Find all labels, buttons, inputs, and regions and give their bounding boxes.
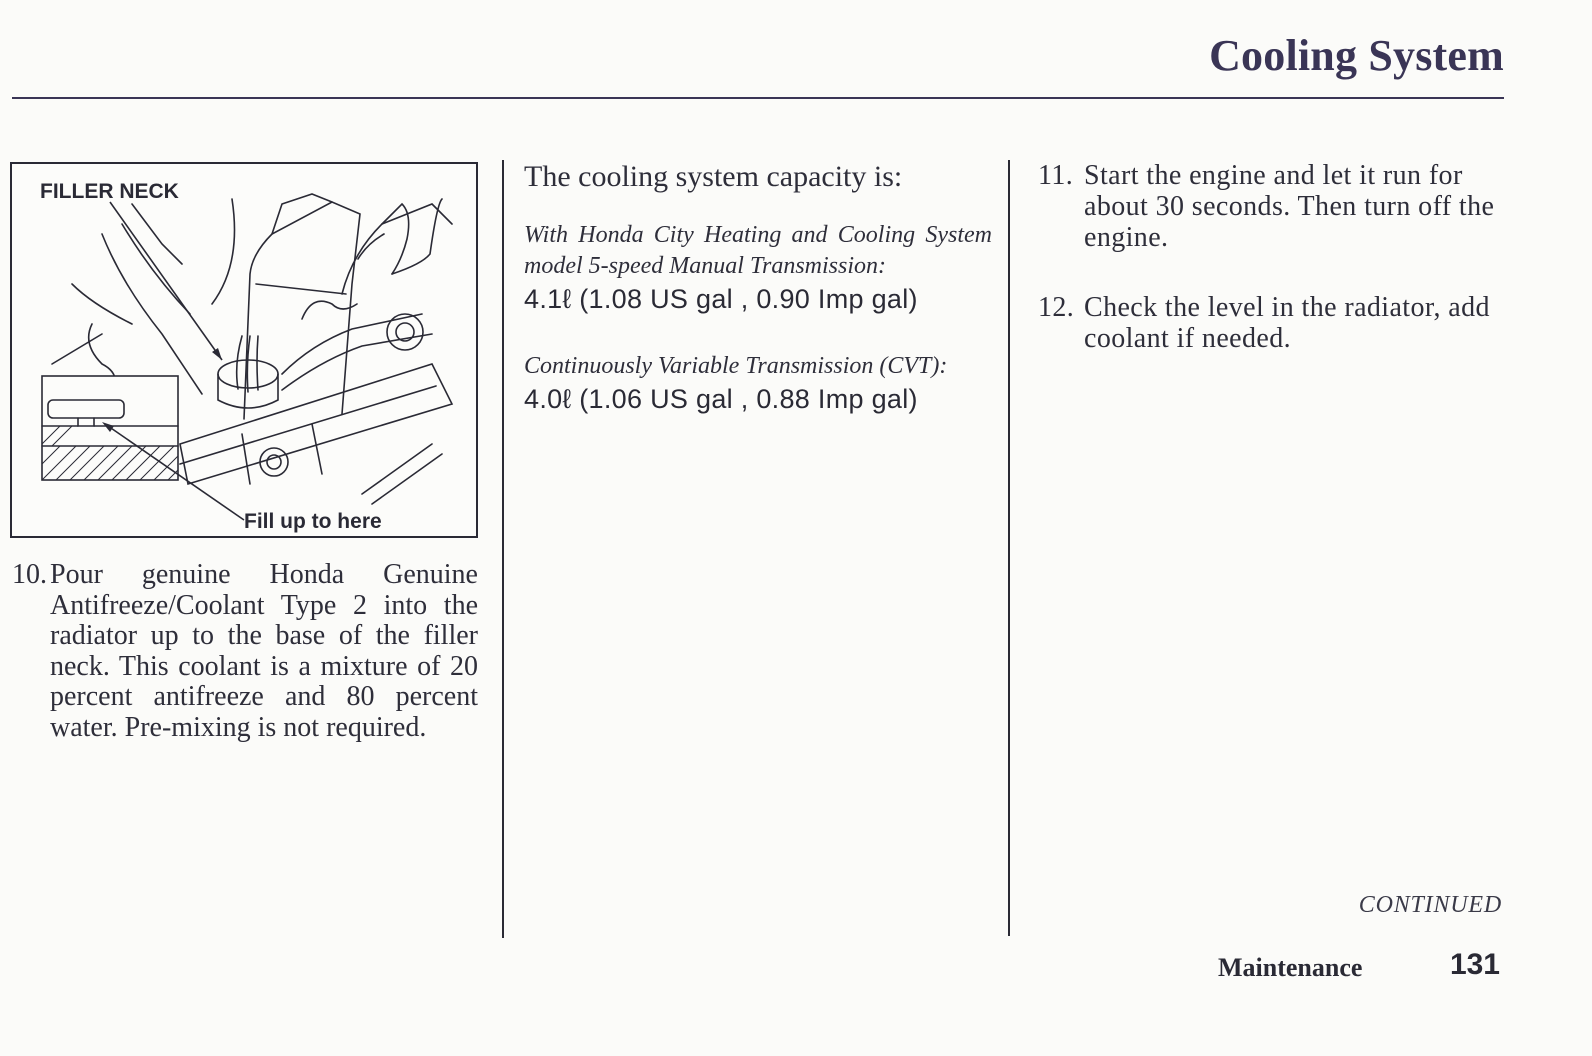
filler-neck-illustration — [10, 162, 478, 538]
capacity-heading: The cooling system capacity is: — [524, 160, 903, 193]
fill-level-label: Fill up to here — [244, 510, 382, 533]
cvt-condition: Continuously Variable Transmission (CVT): — [524, 353, 948, 379]
page-title: Cooling System — [1209, 31, 1504, 80]
continued-marker: CONTINUED — [1358, 892, 1502, 918]
cvt-capacity-value: 4.0ℓ (1.06 US gal , 0.88 Imp gal) — [524, 384, 918, 414]
step-10 — [12, 560, 478, 743]
column-divider-right — [1008, 160, 1010, 936]
filler-neck-label: FILLER NECK — [40, 180, 179, 203]
step-number: 11. — [1038, 160, 1074, 191]
engine-illustration — [12, 164, 478, 538]
capacity-section — [524, 160, 992, 451]
step-number: 12. — [1038, 292, 1075, 323]
step-text: Pour genuine Honda Genuine Antifreeze/Coolant Type 2 into the radiator up to the base of the filler neck. This coolant is a mixture of 20 percent antifreeze and 80 percent water. Pre-mixing is not required. — [50, 559, 478, 743]
header-rule — [12, 97, 1504, 99]
step-number: 10. — [12, 559, 47, 590]
footer-section-name: Maintenance — [1218, 953, 1363, 982]
step-11 — [1038, 160, 1504, 253]
step-12 — [1038, 292, 1504, 354]
step-text: Start the engine and let it run for about 30 seconds. Then turn off the engine. — [1084, 160, 1495, 253]
manual-capacity-value: 4.1ℓ (1.08 US gal , 0.90 Imp gal) — [524, 284, 918, 314]
page-number: 131 — [1449, 948, 1500, 981]
step-text: Check the level in the radiator, add coolant if needed. — [1084, 292, 1490, 354]
column-divider-left — [502, 160, 504, 938]
manual-transmission-condition: With Honda City Heating and Cooling System model 5-speed Manual Transmission: — [524, 222, 992, 279]
